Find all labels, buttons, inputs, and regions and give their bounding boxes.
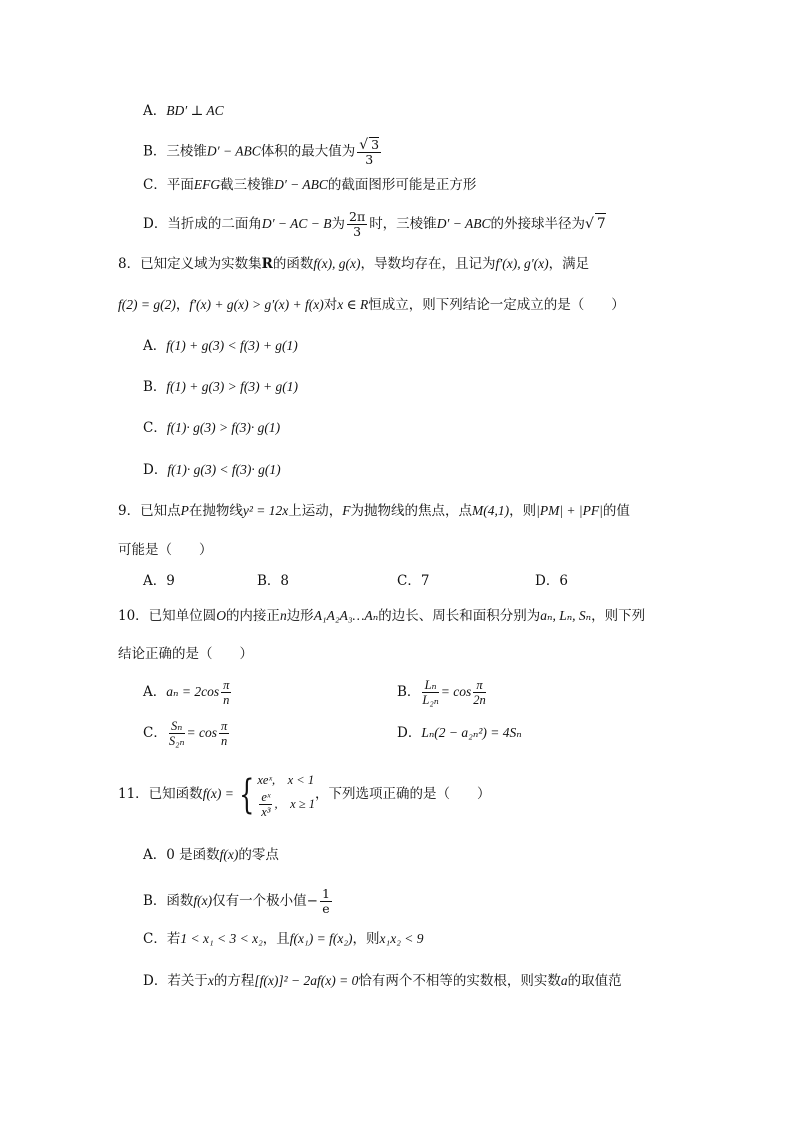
q10-stem-line2: 结论正确的是（ ） <box>118 646 253 662</box>
q7-b-fraction: $\frac{√ 3}{3}$ <box>359 137 380 167</box>
q10-option-a: A．aₙ = 2cos $\frac{\pi}{n}$ <box>143 678 230 707</box>
q9-stem-line2: 可能是（ ） <box>118 542 213 558</box>
q8-option-c: C．f(1)· g(3) > f(3)· g(1) <box>143 420 281 436</box>
q9-option-c: C．7 <box>397 573 430 589</box>
q11-option-c: C．若1 < x₁ < 3 < x₂，且f(x₁) = f(x₂)，则x₁x₂ < 9 <box>143 931 424 947</box>
q11-option-d: D．若关于x的方程[f(x)]² − 2af(x) = 0恰有两个不相等的实数根，则实数a的取值范 <box>143 973 622 989</box>
q8-stem-line1: 8．已知定义域为实数集R的函数f(x), g(x)，导数均存在，且记为f′(x), g′(x)，满足 <box>118 256 590 272</box>
q7-d-fraction: $\frac{2\pi}{3}$ <box>349 209 366 239</box>
q7-option-a: A．BD′ ⊥ AC <box>143 103 224 119</box>
q10-option-b: B． $\frac{\text{Lₙ}}{\text{L₂ₙ}}$ = cos $\frac{\pi}{2n}$ <box>397 678 486 707</box>
q8-option-d: D．f(1)· g(3) < f(3)· g(1) <box>143 462 281 478</box>
q11-stem: 11．已知函数f(x) = { xeˣ, x < 1 $\frac{\text{eˣ}}{\text{x³}}$ , x ≥ 1 ，下列选项正确的是（ ） <box>118 771 491 819</box>
q9-option-a: A．9 <box>143 573 175 589</box>
q10-option-c: C． $\frac{\text{Sₙ}}{\text{S₂ₙ}}$ = cos $\frac{\pi}{n}$ <box>143 719 228 748</box>
q11-option-a: A．0 是函数f(x)的零点 <box>143 847 279 863</box>
q8-option-b: B．f(1) + g(3) > f(3) + g(1) <box>143 379 298 395</box>
q7-option-a-math: BD′ ⊥ AC <box>166 103 224 118</box>
piecewise-brace: { <box>238 771 255 818</box>
q11-option-b: B．函数f(x)仅有一个极小值− $\frac{1}{e}$ <box>143 886 330 916</box>
q7-option-b: B．三棱锥D′ − ABC体积的最大值为 $\frac{√ 3}{3}$ <box>143 137 380 167</box>
q9-option-d: D．6 <box>535 573 568 589</box>
q8-option-a: A．f(1) + g(3) < f(3) + g(1) <box>143 338 298 354</box>
q7-option-d: D．当折成的二面角D′ − AC − B为 $\frac{2\pi}{3}$ 时，三棱锥D′ − ABC的外接球半径为√ 7 <box>143 209 606 239</box>
q10-option-d: D．Lₙ(2 − a₂ₙ²) = 4Sₙ <box>397 725 522 741</box>
q9-option-b: B．8 <box>257 573 290 589</box>
q8-stem-line2: f(2) = g(2)，f′(x) + g(x) > g′(x) + f(x)对x ∈ R恒成立，则下列结论一定成立的是（ ） <box>118 297 625 313</box>
piecewise-cases: xeˣ, x < 1 $\frac{\text{eˣ}}{\text{x³}}$ , x ≥ 1 <box>257 773 315 819</box>
q9-stem-line1: 9．已知点P在抛物线y² = 12x上运动，F为抛物线的焦点，点M(4,1)，则|PM| + |PF|的值 <box>118 503 630 519</box>
q10-stem-line1: 10．已知单位圆O的内接正n边形A₁A₂A₃…Aₙ的边长、周长和面积分别为aₙ, Lₙ, Sₙ，则下列 <box>118 608 646 624</box>
q7-option-c: C．平面EFG截三棱锥D′ − ABC的截面图形可能是正方形 <box>143 177 477 193</box>
